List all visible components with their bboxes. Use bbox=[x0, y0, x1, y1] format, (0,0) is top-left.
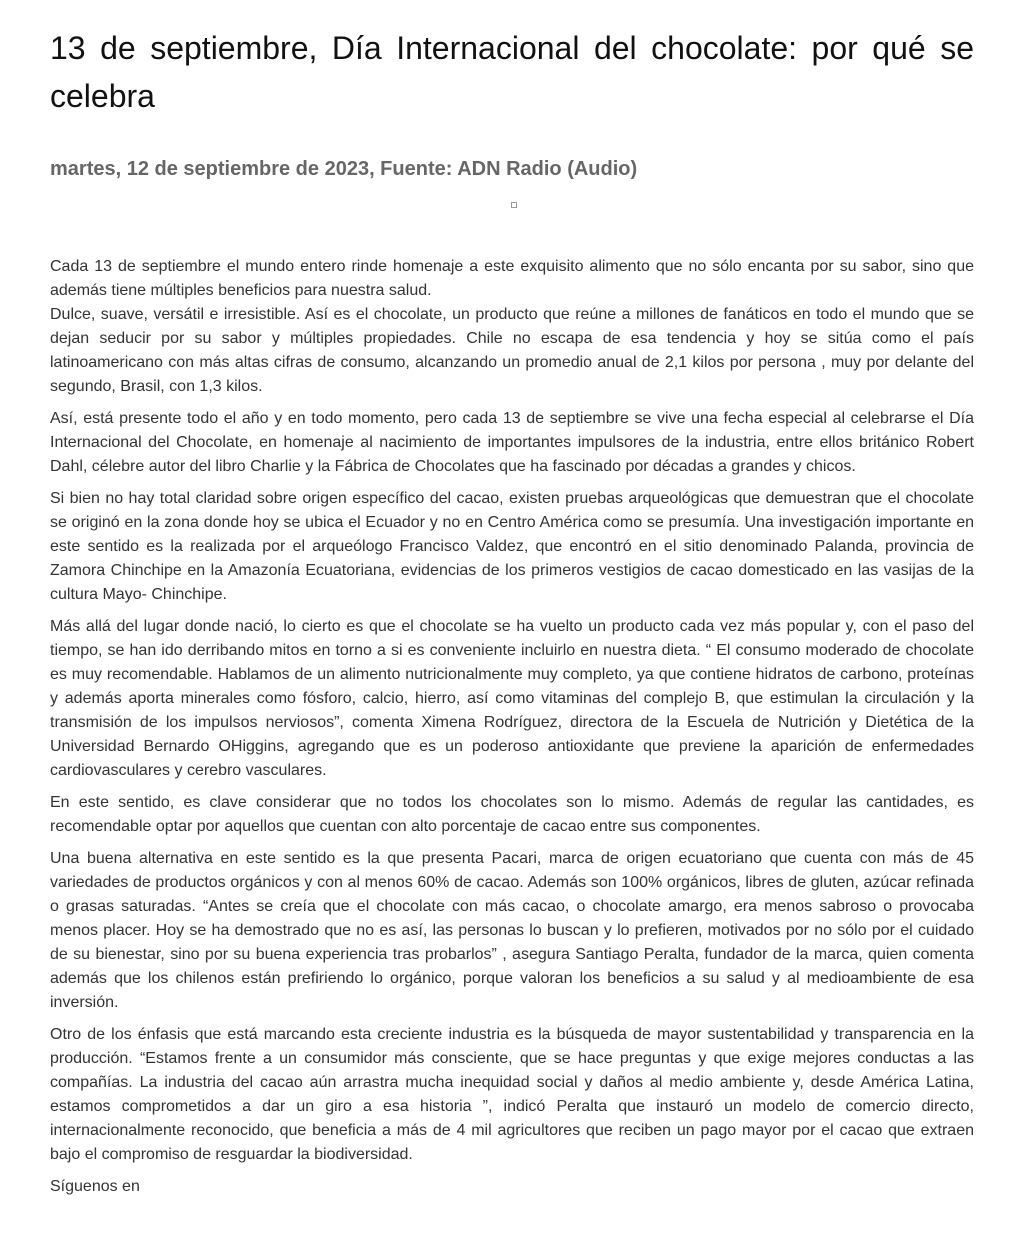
article-paragraph: Una buena alternativa en este sentido es la que presenta Pacari, marca de origen ecuatoriano que cuenta con más de 45 variedades de productos orgánicos y con al menos 60% de cacao. Además son 100% orgánicos, libres de gluten, azúcar refinada o grasas saturadas. “Antes se creía que el chocolate con más cacao, o chocolate amargo, era menos sabroso o provocaba menos placer. Hoy se ha demostrado que no es así, las personas lo buscan y lo prefieren, motivados por no sólo por el cuidado de su bienestar, sino por su buena experiencia tras probarlos” , asegura Santiago Peralta, fundador de la marca, quien comenta además que los chilenos están prefiriendo lo orgánico, porque valoran los beneficios a su salud y al medioambiente de esa inversión. bbox=[50, 850, 974, 1011]
article-paragraph: Así, está presente todo el año y en todo momento, pero cada 13 de septiembre se vive una fecha especial al celebrarse el Día Internacional del Chocolate, en homenaje al nacimiento de importantes impulsores de la industria, entre ellos británico Robert Dahl, célebre autor del libro Charlie y la Fábrica de Chocolates que ha fascinado por décadas a grandes y chicos. bbox=[50, 410, 974, 475]
broken-image-icon bbox=[511, 202, 517, 208]
article-paragraph: Más allá del lugar donde nació, lo cierto es que el chocolate se ha vuelto un producto cada vez más popular y, con el paso del tiempo, se han ido derribando mitos en torno a si es conveniente incluirlo en nuestra dieta. “ El consumo moderado de chocolate es muy recomendable. Hablamos de un alimento nutricionalmente muy completo, ya que contiene hidratos de carbono, proteínas y además aporta minerales como fósforo, calcio, hierro, así como vitaminas del complejo B, que estimulan la circulación y la transmisión de los impulsos nerviosos”, comenta Ximena Rodríguez, directora de la Escuela de Nutrición y Dietética de la Universidad Bernardo OHiggins, agregando que es un poderoso antioxidante que previene la aparición de enfermedades cardiovasculares y cerebro vasculares. bbox=[50, 618, 974, 779]
article-paragraph: Si bien no hay total claridad sobre origen específico del cacao, existen pruebas arqueológicas que demuestran que el chocolate se originó en la zona donde hoy se ubica el Ecuador y no en Centro América como se presumía. Una investigación importante en este sentido es la realizada por el arqueólogo Francisco Valdez, que encontró en el sitio denominado Palanda, provincia de Zamora Chinchipe en la Amazonía Ecuatoriana, evidencias de los primeros vestigios de cacao domesticado en las vasijas de la cultura Mayo- Chinchipe. bbox=[50, 490, 974, 603]
article-paragraph: En este sentido, es clave considerar que no todos los chocolates son lo mismo. Además de regular las cantidades, es recomendable optar por aquellos que cuentan con alto porcentaje de cacao entre sus componentes. bbox=[50, 794, 974, 835]
article-paragraph: Cada 13 de septiembre el mundo entero rinde homenaje a este exquisito alimento que no sólo encanta por su sabor, sino que además tiene múltiples beneficios para nuestra salud. bbox=[50, 258, 974, 299]
article-title: 13 de septiembre, Día Internacional del chocolate: por qué se celebra bbox=[50, 30, 974, 114]
follow-us-text: Síguenos en bbox=[50, 1178, 140, 1195]
article-paragraph: Otro de los énfasis que está marcando esta creciente industria es la búsqueda de mayor sustentabilidad y transparencia en la producción. “Estamos frente a un consumidor más consciente, que se hace preguntas y que exige mejores conductas a las compañías. La industria del cacao aún arrastra mucha inequidad social y daños al medio ambiente y, desde América Latina, estamos comprometidos a dar un giro a esa historia ”, indicó Peralta que instauró un modelo de comercio directo, internacionalmente reconocido, que beneficia a más de 4 mil agricultores que reciben un pago mayor por el cacao que extraen bajo el compromiso de resguardar la biodiversidad. bbox=[50, 1026, 974, 1163]
article-image-placeholder bbox=[50, 184, 974, 232]
article-paragraph: Dulce, suave, versátil e irresistible. Así es el chocolate, un producto que reúne a millones de fanáticos en todo el mundo que se dejan seducir por su sabor y múltiples propiedades. Chile no escapa de esa tendencia y hoy se sitúa como el país latinoamericano con más altas cifras de consumo, alcanzando un promedio anual de 2,1 kilos por persona , muy por delante del segundo, Brasil, con 1,3 kilos. bbox=[50, 306, 974, 395]
article-meta: martes, 12 de septiembre de 2023, Fuente: ADN Radio (Audio) bbox=[50, 158, 638, 180]
article-body bbox=[50, 255, 974, 1199]
